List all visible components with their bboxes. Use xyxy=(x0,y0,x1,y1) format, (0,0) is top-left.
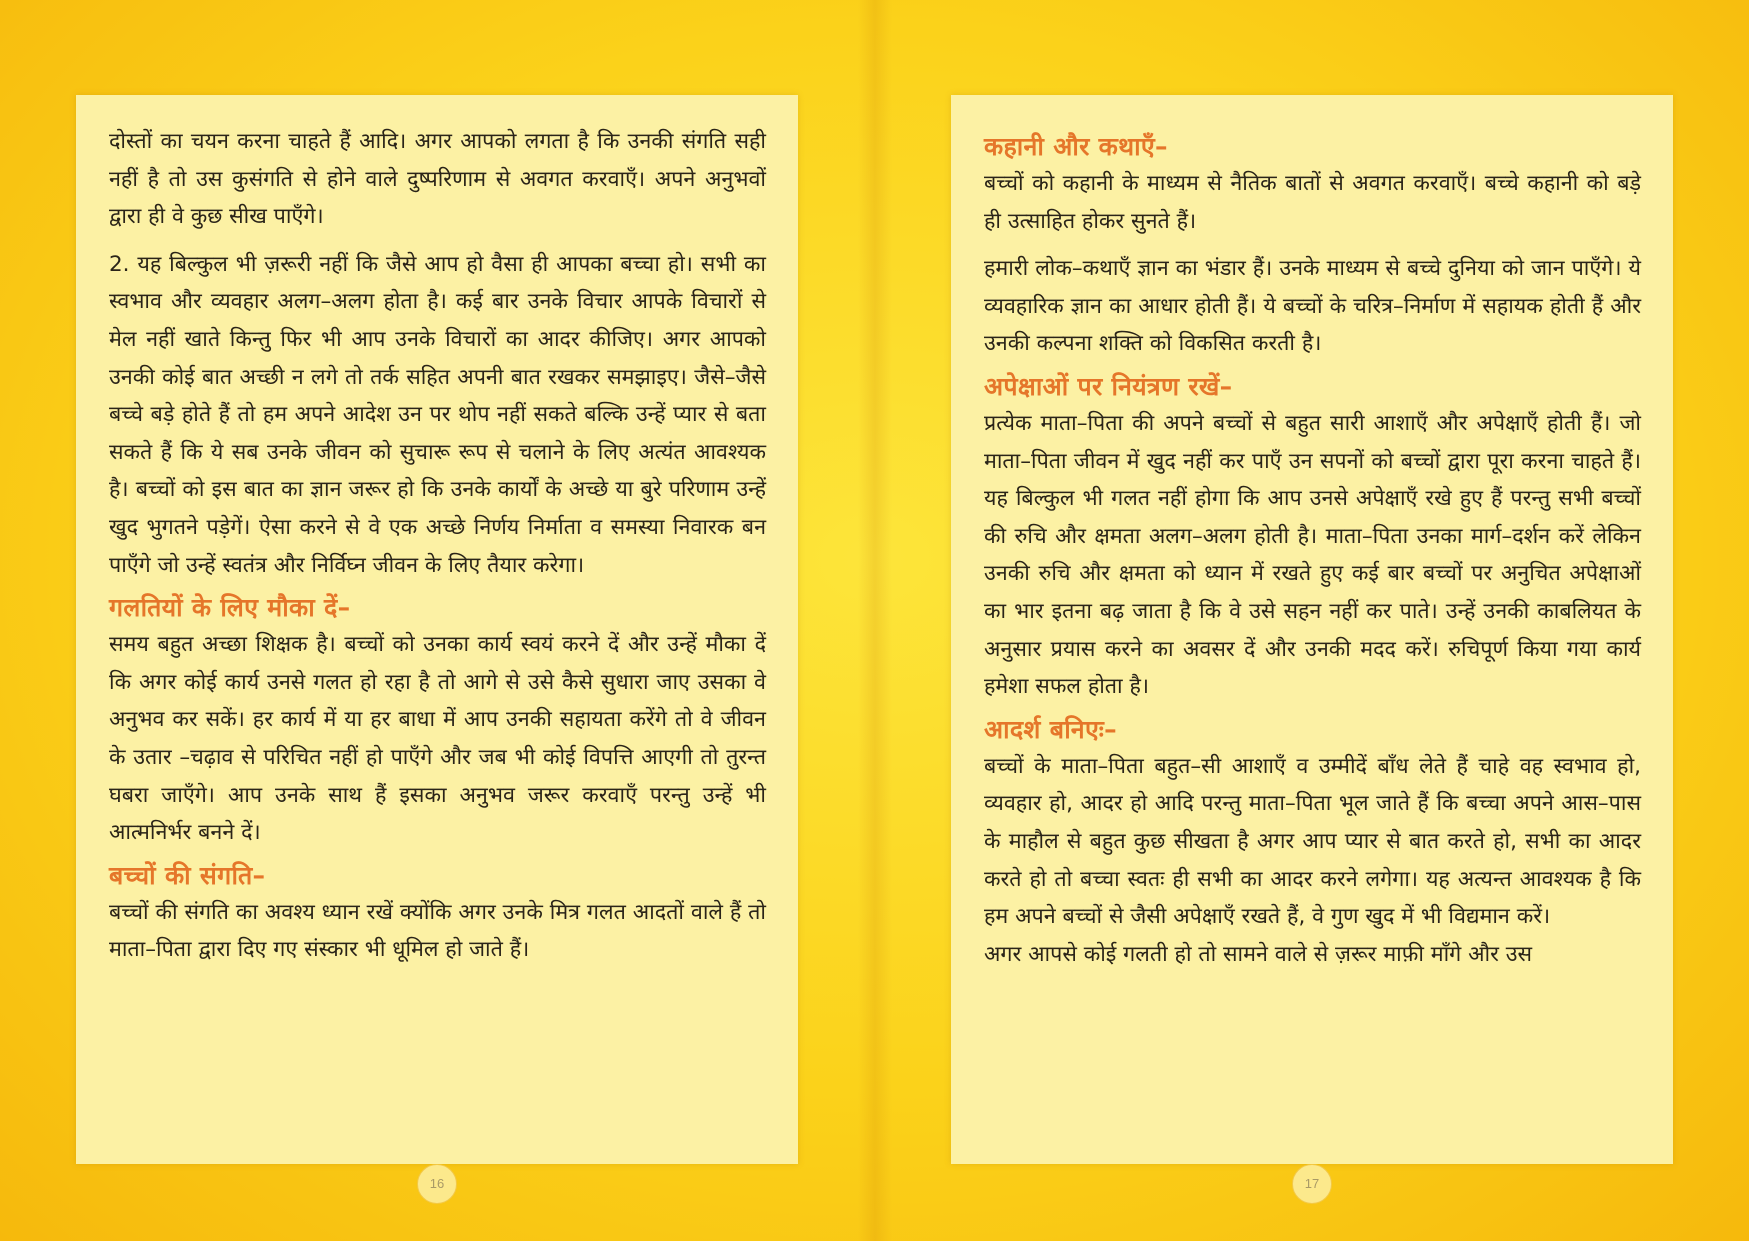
right-paragraph-2: हमारी लोक–कथाएँ ज्ञान का भंडार हैं। उनके माध्यम से बच्चे दुनिया को जान पाएँगे। ये व्यवहारिक ज्ञान का आधार होती हैं। ये बच्चों के चरित्र–निर्माण में सहायक होती हैं और उनकी कल्पना शक्ति को विकसित करती है। xyxy=(984,256,1641,357)
left-paragraph-4: बच्चों की संगति का अवश्य ध्यान रखें क्योंकि अगर उनके मित्र गलत आदतों वाले हैं तो माता–पिता द्वारा दिए गए संस्कार भी धूमिल हो जाते हैं। xyxy=(109,899,766,963)
heading-company: बच्चों की संगति– xyxy=(109,860,266,890)
heading-mistakes-opportunity: गलतियों के लिए मौका दें– xyxy=(109,593,351,623)
right-paragraph-3: प्रत्येक माता–पिता की अपने बच्चों से बहुत सारी आशाएँ और अपेक्षाएँ होती हैं। जो माता–पिता जीवन में खुद नहीं कर पाएँ उन सपनों को बच्चों द्वारा पूरा करना चाहते हैं। यह बिल्कुल भी गलत नहीं होगा कि आप उनसे अपेक्षाएँ रखे हुए हैं परन्तु सभी बच्चों की रुचि और क्षमता अलग–अलग होती है। माता–पिता उनका मार्ग–दर्शन करें लेकिन उनकी रुचि और क्षमता को ध्यान में रखते हुए कई बार बच्चों पर अनुचित अपेक्षाओं का भार इतना बढ़ जाता है कि वे उसे सहन नहीं कर पाते। उन्हें उनकी काबलियत के अनुसार प्रयास करने का अवसर दें और उनकी मदद करें। रुचिपूर्ण किया गया कार्य हमेशा सफल होता है। xyxy=(984,410,1641,700)
heading-stories: कहानी और कथाएँ– xyxy=(984,132,1168,161)
page-number-left: 16 xyxy=(417,1164,457,1204)
right-page xyxy=(951,95,1673,1164)
left-page xyxy=(76,95,798,1164)
right-paragraph-4: बच्चों के माता–पिता बहुत–सी आशाएँ व उम्मीदें बाँध लेते हैं चाहे वह स्वभाव हो, व्यवहार हो, आदर हो आदि परन्तु माता–पिता भूल जाते हैं कि बच्चा अपने आस–पास के माहौल से बहुत कुछ सीखता है अगर आप प्यार से बात करते हो, सभी का आदर करते हो तो बच्चा स्वतः ही सभी का आदर करने लगेगा। यह अत्यन्त आवश्यक है कि हम अपने बच्चों से जैसी अपेक्षाएँ रखते हैं, वे गुण खुद में भी विद्यमान करें। xyxy=(984,753,1641,930)
right-paragraph-5: अगर आपसे कोई गलती हो तो सामने वाले से ज़रूर माफ़ी माँगे और उस xyxy=(984,941,1533,967)
heading-be-ideal: आदर्श बनिएः– xyxy=(984,714,1117,744)
page-number-right: 17 xyxy=(1292,1164,1332,1204)
left-paragraph-3: समय बहुत अच्छा शिक्षक है। बच्चों को उनका कार्य स्वयं करने दें और उन्हें मौका दें कि अगर कोई कार्य उनसे गलत हो रहा है तो आगे से उसे कैसे सुधारा जाए उसका वे अनुभव कर सकें। हर कार्य में या हर बाधा में आप उनकी सहायता करेंगे तो वे जीवन के उतार –चढ़ाव से परिचित नहीं हो पाएँगे और जब भी कोई विपत्ति आएगी तो तुरन्त घबरा जाएँगे। आप उनके साथ हैं इसका अनुभव जरूर करवाएँ परन्तु उन्हें भी आत्मनिर्भर बनने दें। xyxy=(109,632,766,846)
right-paragraph-1: बच्चों को कहानी के माध्यम से नैतिक बातों से अवगत करवाएँ। बच्चे कहानी को बड़े ही उत्साहित होकर सुनते हैं। xyxy=(984,171,1641,234)
heading-expectations: अपेक्षाओं पर नियंत्रण रखें– xyxy=(984,371,1233,401)
left-paragraph-2: 2. यह बिल्कुल भी ज़रूरी नहीं कि जैसे आप हो वैसा ही आपका बच्चा हो। सभी का स्वभाव और व्यवहार अलग–अलग होता है। कई बार उनके विचार आपके विचारों से मेल नहीं खाते किन्तु फिर भी आप उनके विचारों का आदर कीजिए। अगर आपको उनकी कोई बात अच्छी न लगे तो तर्क सहित अपनी बात रखकर समझाइए। जैसे–जैसे बच्चे बड़े होते हैं तो हम अपने आदेश उन पर थोप नहीं सकते बल्कि उन्हें प्यार से बता सकते हैं कि ये सब उनके जीवन को सुचारू रूप से चलाने के लिए अत्यंत आवश्यक है। बच्चों को इस बात का ज्ञान जरूर हो कि उनके कार्यों के अच्छे या बुरे परिणाम उन्हें खुद भुगतने पड़ेगें। ऐसा करने से वे एक अच्छे निर्णय निर्माता व समस्या निवारक बन पाएँगे जो उन्हें स्वतंत्र और निर्विघ्न जीवन के लिए तैयार करेगा। xyxy=(109,251,766,578)
left-paragraph-1: दोस्तों का चयन करना चाहते हैं आदि। अगर आपको लगता है कि उनकी संगति सही नहीं है तो उस कुसंगति से होने वाले दुष्परिणाम से अवगत करवाएँ। अपने अनुभवों द्वारा ही वे कुछ सीख पाएँगे। xyxy=(109,129,766,230)
spread-fold xyxy=(858,0,892,1241)
